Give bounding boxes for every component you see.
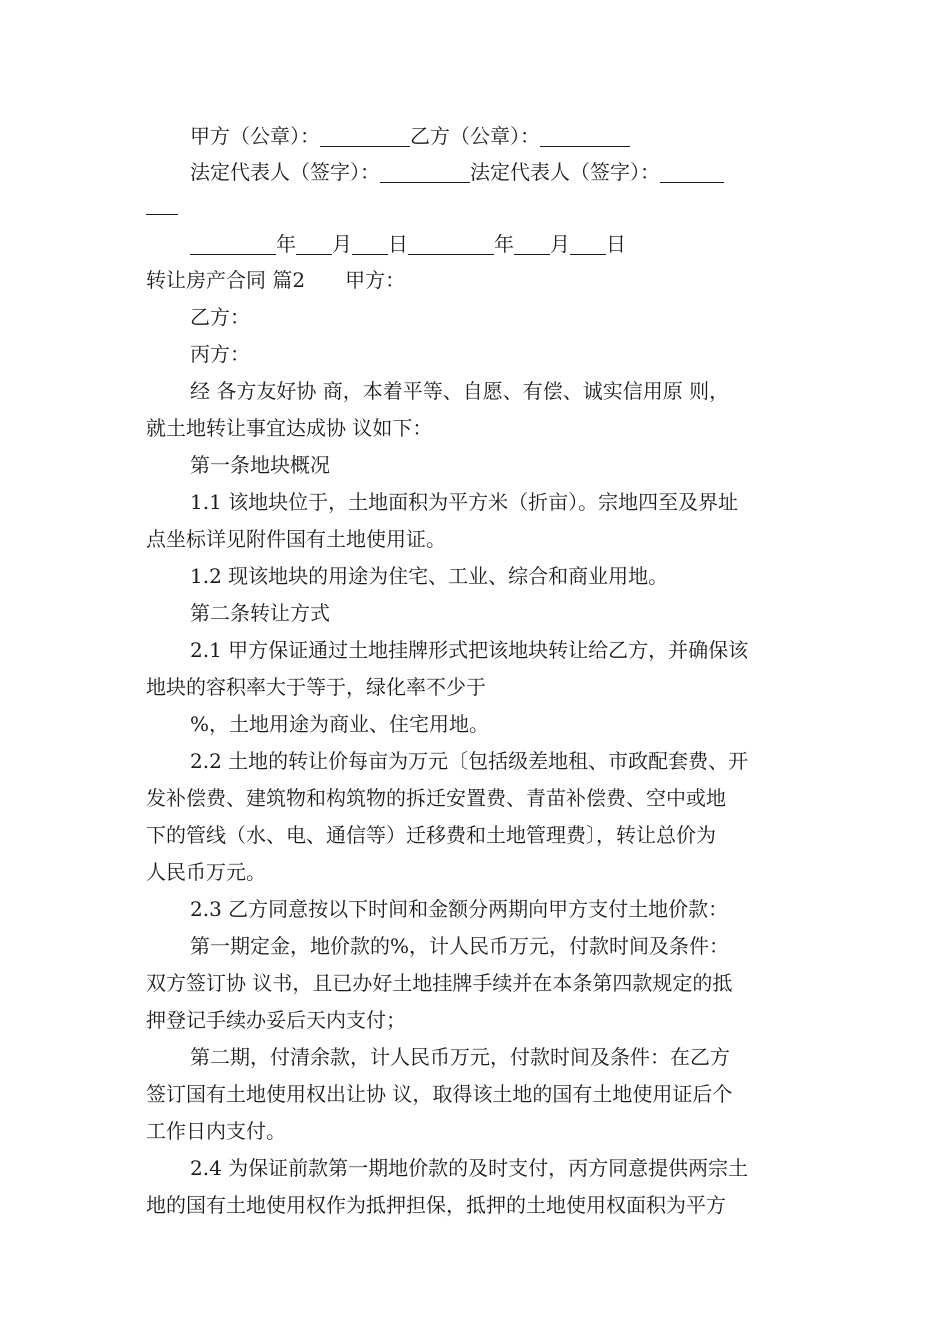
clause-line: 2.4 为保证前款第一期地价款的及时支付，丙方同意提供两宗土 (190, 1156, 749, 1180)
date-a-month-label: 月 (332, 232, 352, 256)
date-a-year-label: 年 (276, 232, 296, 256)
date-b-month-label: 月 (550, 232, 570, 256)
clause-line: 地的国有土地使用权作为抵押担保，抵押的土地使用权面积为平方 (146, 1193, 726, 1217)
rep-b-blank-continued (146, 198, 178, 215)
party-a-seal-label: 甲方（公章）： (190, 124, 320, 148)
clause-line: 双方签订协 议书，且已办好土地挂牌手续并在本条第四款规定的抵 (146, 971, 733, 995)
clause-line: 第一期定金，地价款的%，计人民币万元，付款时间及条件： (190, 934, 730, 958)
clause-line: 2.1 甲方保证通过土地挂牌形式把该地块转让给乙方，并确保该 (190, 638, 749, 662)
preamble-line: 就土地转让事宜达成协 议如下： (146, 416, 433, 440)
contract-title: 转让房产合同 篇2 (146, 268, 306, 292)
preamble-line: 经 各方友好协 商，本着平等、自愿、有偿、诚实信用原 则， (190, 379, 730, 403)
date-a-month-blank (296, 232, 332, 255)
date-a-day-label: 日 (388, 232, 408, 256)
clause-line: 工作日内支付。 (146, 1119, 286, 1143)
clause-line: 下的管线（水、电、通信等）迁移费和土地管理费〕，转让总价为 (146, 823, 716, 847)
rep-b-blank (660, 160, 724, 183)
clause-line: 地块的容积率大于等于，绿化率不少于 (146, 675, 486, 699)
date-b-day-blank (570, 232, 606, 255)
date-b-year-label: 年 (494, 232, 514, 256)
clause-line: 发补偿费、建筑物和构筑物的拆迁安置费、青苗补偿费、空中或地 (146, 786, 726, 810)
rep-b-label: 法定代表人（签字）： (470, 160, 660, 184)
date-line (146, 226, 810, 262)
section-heading (146, 262, 810, 299)
date-a-day-blank (352, 232, 388, 255)
date-a-year-blank (190, 232, 276, 255)
clause-line: 签订国有土地使用权出让协 议，取得该土地的国有土地使用证后个 (146, 1082, 733, 1106)
article-heading: 第二条转让方式 (190, 601, 330, 625)
seal-line (146, 118, 810, 154)
clause-line: 点坐标详见附件国有土地使用证。 (146, 527, 446, 551)
date-b-year-blank (408, 232, 494, 255)
clause-line: 1.1 该地块位于，土地面积为平方米（折亩）。宗地四至及界址 (190, 490, 739, 514)
clause-line: 押登记手续办妥后天内支付； (146, 1008, 406, 1032)
representative-line (146, 154, 810, 190)
clause-line: 2.3 乙方同意按以下时间和金额分两期向甲方支付土地价款： (190, 897, 729, 921)
clause-line: 2.2 土地的转让价每亩为万元〔包括级差地租、市政配套费、开 (190, 749, 749, 773)
article-heading: 第一条地块概况 (190, 453, 330, 477)
document-page (146, 118, 810, 1224)
clause-line: %，土地用途为商业、住宅用地。 (190, 712, 490, 736)
clause-line: 第二期，付清余款，计人民币万元，付款时间及条件：在乙方 (190, 1045, 730, 1069)
party-a-seal-blank (320, 124, 410, 147)
party-b-line: 乙方： (190, 305, 250, 329)
rep-a-blank (380, 160, 470, 183)
date-b-month-blank (514, 232, 550, 255)
rep-a-label: 法定代表人（签字）： (190, 160, 380, 184)
date-b-day-label: 日 (606, 232, 626, 256)
representative-line-wrap (146, 190, 810, 226)
party-a-label: 甲方： (345, 268, 406, 292)
party-c-line: 丙方： (190, 342, 250, 366)
signature-block (146, 118, 810, 262)
party-b-seal-label: 乙方（公章）： (410, 124, 540, 148)
clause-line: 人民币万元。 (146, 860, 266, 884)
clause-line: 1.2 现该地块的用途为住宅、工业、综合和商业用地。 (190, 564, 669, 588)
party-b-seal-blank (540, 124, 630, 147)
